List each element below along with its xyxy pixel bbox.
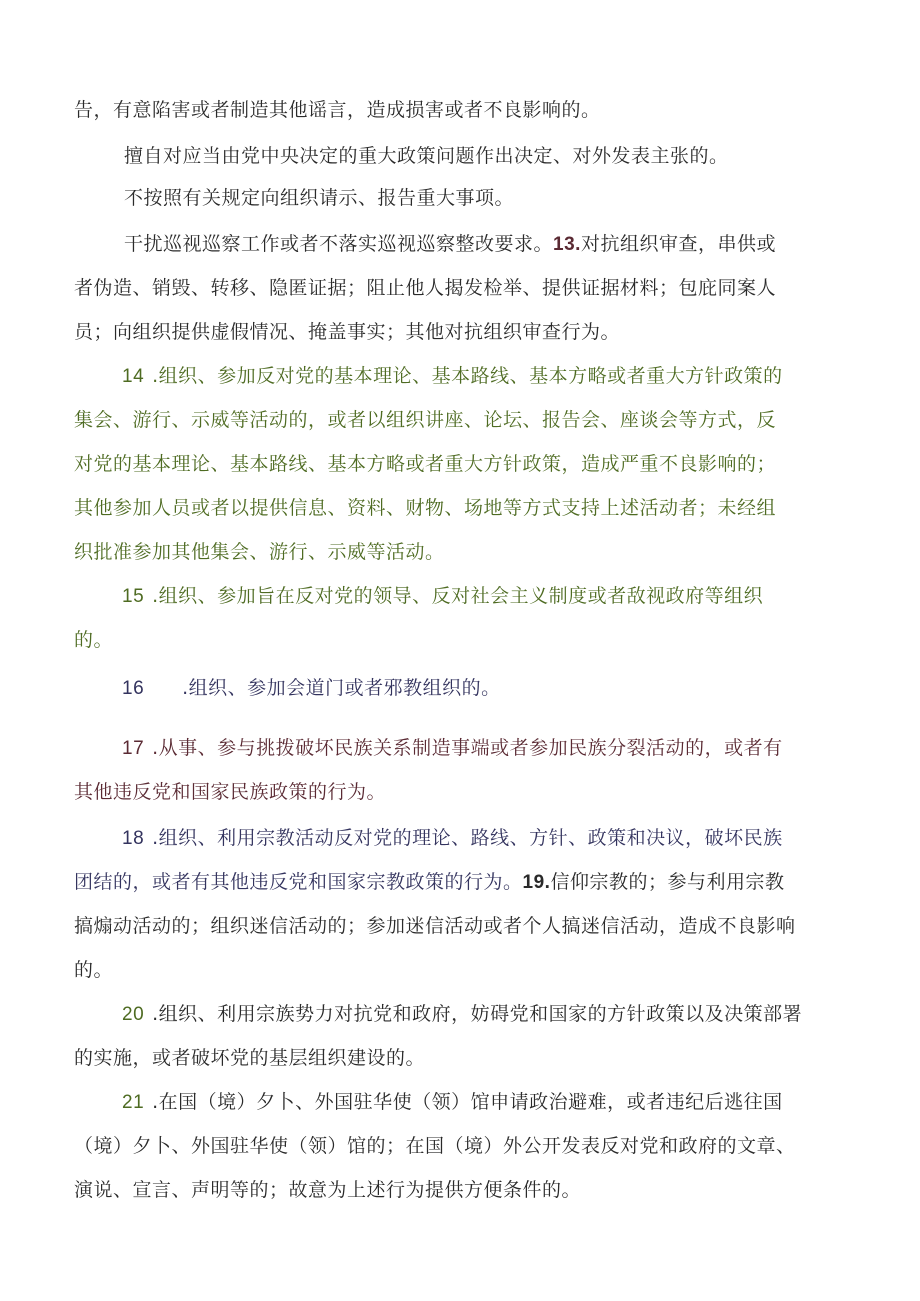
text-line: 告，有意陷害或者制造其他谣言，造成损害或者不良影响的。: [74, 99, 601, 121]
item-number: 15: [122, 586, 145, 607]
text-line: 其他违反党和国家民族政策的行为。: [74, 781, 387, 803]
text-line: 16 .组织、参加会道门或者邪教组织的。: [122, 677, 501, 699]
text-line: 者伪造、销毁、转移、隐匿证据；阻止他人揭发检举、提供证据材料；包庇同案人: [74, 277, 777, 299]
text-line: 演说、宣言、声明等的；故意为上述行为提供方便条件的。: [74, 1179, 582, 1201]
item-number: 14: [122, 366, 145, 387]
item-number: 19.: [522, 872, 551, 893]
text-line: 织批准参加其他集会、游行、示威等活动。: [74, 541, 445, 563]
text-line: 14 .组织、参加反对党的基本理论、基本路线、基本方略或者重大方针政策的: [122, 365, 783, 387]
text-line: 的。: [74, 629, 114, 651]
text-line: 17 .从事、参与挑拨破坏民族关系制造事端或者参加民族分裂活动的，或者有: [122, 737, 783, 759]
text-line: 团结的，或者有其他违反党和国家宗教政策的行为。19.信仰宗教的；参与利用宗教: [74, 871, 785, 893]
item-number: 20: [122, 1004, 145, 1025]
text-line: 21 .在国（境）夕卜、外国驻华使（领）馆申请政治避难，或者违纪后逃往国: [122, 1091, 783, 1113]
text-line: 员；向组织提供虚假情况、掩盖事实；其他对抗组织审查行为。: [74, 321, 621, 343]
item-number: 21: [122, 1092, 145, 1113]
text-line: 的。: [74, 959, 114, 981]
text-line: 对党的基本理论、基本路线、基本方略或者重大方针政策，造成严重不良影响的；: [74, 453, 777, 475]
item-number: 18: [122, 828, 145, 849]
text-line: 的实施，或者破坏党的基层组织建设的。: [74, 1047, 426, 1069]
text-line: 擅自对应当由党中央决定的重大政策问题作出决定、对外发表主张的。: [124, 145, 729, 167]
text-line: 15 .组织、参加旨在反对党的领导、反对社会主义制度或者敌视政府等组织: [122, 585, 764, 607]
text-line: 干扰巡视巡察工作或者不落实巡视巡察整改要求。13.对抗组织审查，串供或: [124, 233, 776, 255]
item-number: 13.: [553, 234, 581, 255]
item-number: 16: [122, 678, 145, 699]
text-line: 不按照有关规定向组织请示、报告重大事项。: [124, 187, 515, 209]
text-line: （境）夕卜、外国驻华使（领）馆的；在国（境）外公开发表反对党和政府的文章、: [74, 1135, 796, 1157]
text-line: 18 .组织、利用宗教活动反对党的理论、路线、方针、政策和决议，破坏民族: [122, 827, 783, 849]
text-line: 20 .组织、利用宗族势力对抗党和政府，妨碍党和国家的方针政策以及决策部署: [122, 1003, 803, 1025]
text-line: 搞煽动活动的；组织迷信活动的；参加迷信活动或者个人搞迷信活动，造成不良影响: [74, 915, 796, 937]
text-line: 其他参加人员或者以提供信息、资料、财物、场地等方式支持上述活动者；未经组: [74, 497, 777, 519]
item-number: 17: [122, 738, 145, 759]
text-line: 集会、游行、示威等活动的，或者以组织讲座、论坛、报告会、座谈会等方式，反: [74, 409, 777, 431]
